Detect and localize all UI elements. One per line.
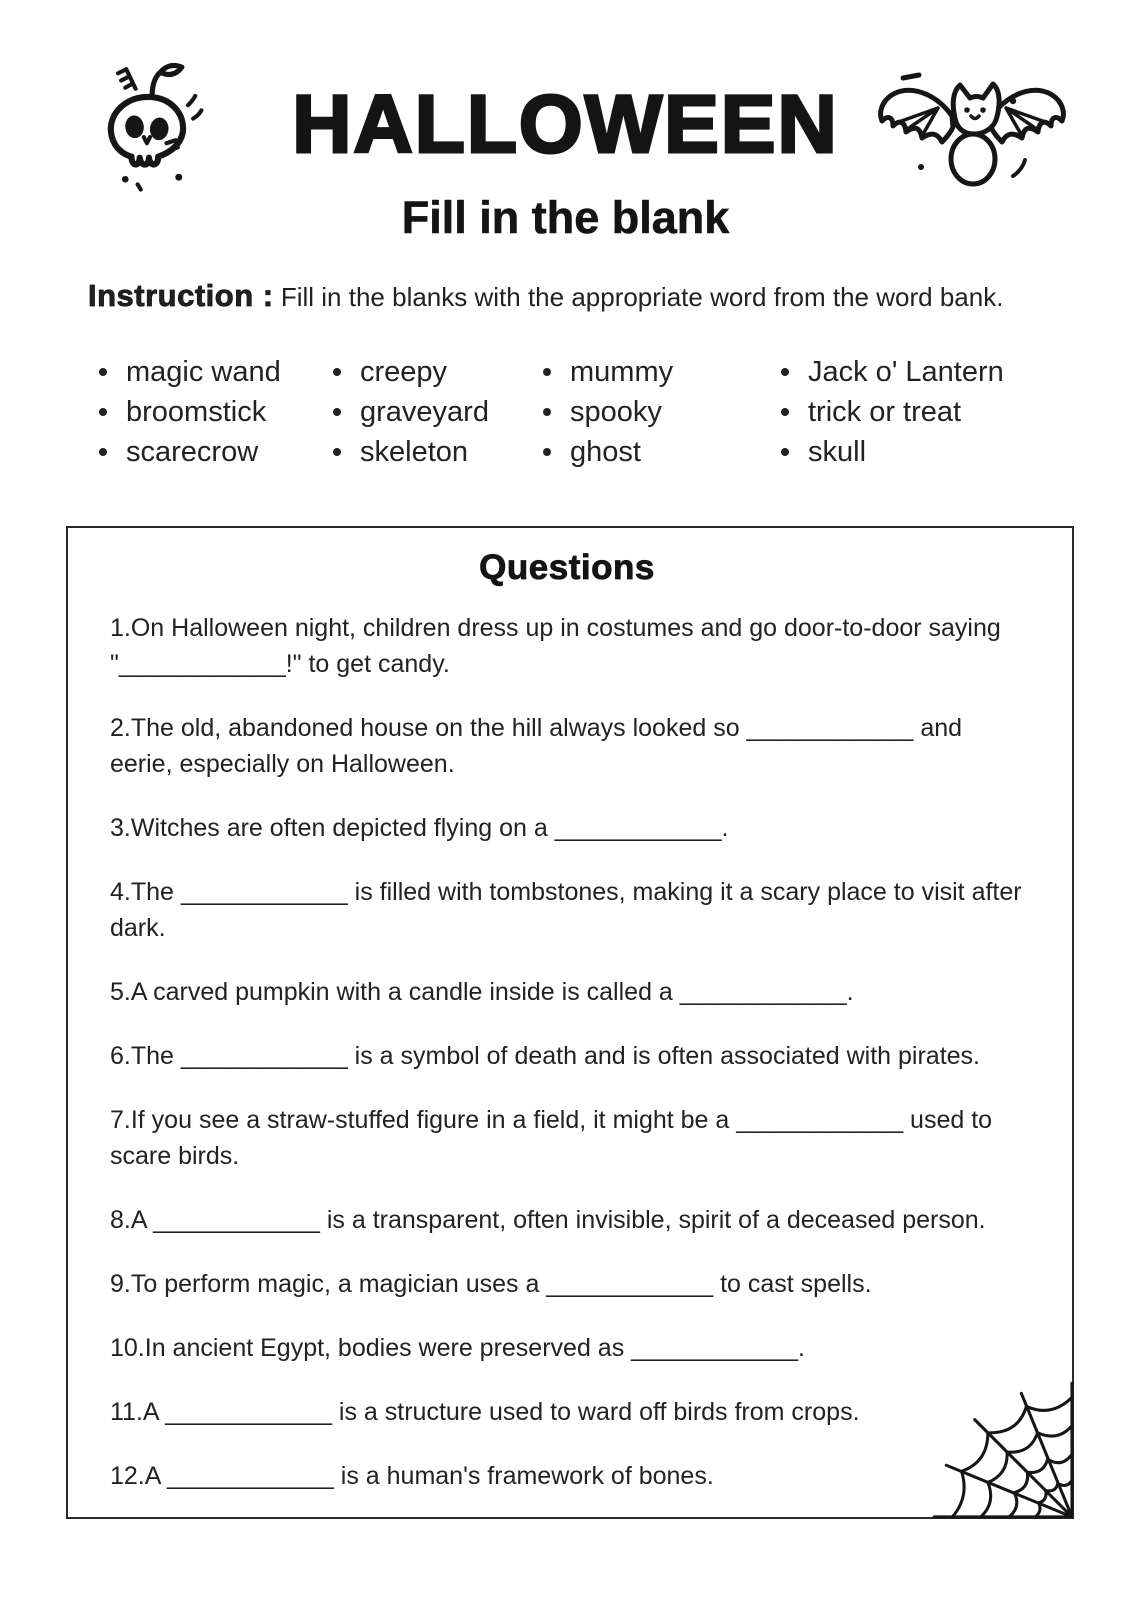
question-item: 12.A ____________ is a human's framework of bones.: [110, 1462, 714, 1490]
instruction-text: Fill in the blanks with the appropriate word from the word bank.: [280, 282, 1004, 312]
word-bank-item: Jack o' Lantern: [778, 352, 1056, 392]
word-bank-item: trick or treat: [778, 392, 1056, 432]
word-bank-item: creepy: [330, 352, 540, 392]
questions-heading: Questions: [479, 548, 655, 587]
question-item: 9.To perform magic, a magician uses a ____________ to cast spells.: [110, 1270, 872, 1298]
spider-web-icon: [922, 1377, 1074, 1519]
word-bank-item: mummy: [540, 352, 778, 392]
word-bank-item: graveyard: [330, 392, 540, 432]
questions-box: [66, 526, 1074, 1519]
word-bank-item: skeleton: [330, 432, 540, 472]
word-bank: [96, 352, 1056, 472]
question-item: 8.A ____________ is a transparent, often invisible, spirit of a deceased person.: [110, 1206, 986, 1234]
word-bank-item: spooky: [540, 392, 778, 432]
word-bank-column: [540, 352, 778, 472]
word-bank-column: [330, 352, 540, 472]
word-bank-item: broomstick: [96, 392, 330, 432]
question-item: 11.A ____________ is a structure used to ward off birds from crops.: [110, 1398, 860, 1426]
question-item: 6.The ____________ is a symbol of death and is often associated with pirates.: [110, 1042, 981, 1070]
word-bank-item: scarecrow: [96, 432, 330, 472]
question-item: 4.The ____________ is filled with tombstones, making it a scary place to visit after dark.: [110, 878, 1022, 942]
word-bank-column: [778, 352, 1056, 472]
word-bank-item: ghost: [540, 432, 778, 472]
question-item: 1.On Halloween night, children dress up in costumes and go door-to-door saying "____________!" to get candy.: [110, 614, 1001, 678]
word-bank-item: magic wand: [96, 352, 330, 392]
question-item: 2.The old, abandoned house on the hill always looked so ____________ and eerie, especially on Halloween.: [110, 714, 963, 778]
question-item: 3.Witches are often depicted flying on a ____________.: [110, 814, 729, 842]
page-title: HALLOWEEN: [292, 79, 839, 170]
page-subtitle: Fill in the blank: [401, 192, 730, 243]
question-item: 7.If you see a straw-stuffed figure in a field, it might be a ____________ used to scare birds.: [110, 1106, 993, 1170]
instruction-label: Instruction :: [88, 278, 274, 313]
question-item: 5.A carved pumpkin with a candle inside is called a ____________.: [110, 978, 854, 1006]
instruction-line: [88, 276, 1078, 316]
word-bank-item: skull: [778, 432, 1056, 472]
question-item: 10.In ancient Egypt, bodies were preserved as ____________.: [110, 1334, 805, 1362]
word-bank-column: [96, 352, 330, 472]
